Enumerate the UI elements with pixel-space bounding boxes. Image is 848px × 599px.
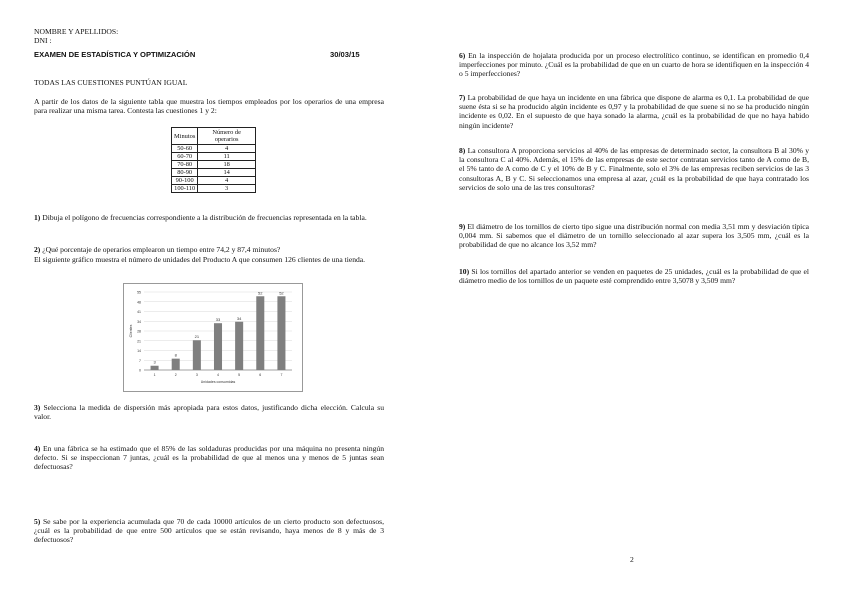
bar-chart [123,283,303,392]
data-label: 34 [236,315,242,321]
question-text: La consultora A proporciona servicios al 40% de las empresas de determinado sector, la consultora B al 30% y la consultora C al 40%. Además, el 15% de las empresas de este sector contratan servicios tanto de A como de B, el 5% tanto de A como de C y el 10% de B y C. Finalmente, solo el 3% de las empresas reciben servicios de las 3 consultoras A, B y C. Si seleccionamos una empresa al azar, ¿cuál es la probabilidad de que haya contratado los servicios de solo una de las tres consultoras? [459,146,809,192]
y-tick-label: 14 [137,349,141,353]
question-5 [34,517,384,545]
question-8 [459,146,809,192]
question-3 [34,403,384,421]
question-text: Dibuja el polígono de frecuencias correspondiente a la distribución de frecuencias representada en la tabla. [42,213,367,222]
table-cell: 4 [198,145,256,153]
y-axis-label: Clientes [129,324,133,338]
bar [151,366,159,370]
x-tick-label: 1 [153,373,156,377]
question-number: 7) [459,93,466,102]
y-tick-label: 28 [137,329,141,334]
y-tick-label: 48 [137,300,141,305]
data-label: 52 [279,290,284,296]
table-cell: 14 [198,169,256,177]
table-cell: 4 [198,177,256,185]
page-number: 2 [630,555,634,564]
table-row [172,169,256,177]
x-tick-label: 3 [195,373,198,377]
table-cell: 70-80 [172,161,198,169]
table-header-minutes: Minutos [172,128,198,145]
question-9 [459,222,809,250]
question-number: 4) [34,444,41,453]
question-4 [34,444,384,472]
bar-chart-svg [124,284,302,391]
y-tick-label: 55 [137,290,141,295]
question-number: 5) [34,517,41,526]
question-number: 10) [459,267,470,276]
table-cell: 18 [198,161,256,169]
question-text: ¿Qué porcentaje de operarios emplearon un tiempo entre 74,2 y 87,4 minutos? [42,245,281,254]
table-cell: 11 [198,153,256,161]
name-label: NOMBRE Y APELLIDOS: [34,27,119,36]
question-number: 3) [34,403,41,412]
intro-text: A partir de los datos de la siguiente tabla que muestra los tiempos empleados por los operarios de una empresa para realizar una misma tarea. Contesta las cuestiones 1 y 2: [34,97,384,116]
x-tick-label: 4 [217,373,219,377]
y-tick-label: 41 [137,310,141,314]
table-cell: 100-110 [172,185,198,193]
table-row [172,185,256,193]
question-number: 8) [459,146,466,155]
question-text: La probabilidad de que haya un incidente en una fábrica que dispone de alarma es 0,1. La probabilidad de que suene ésta si se ha producido algún incidente es 0,97 y la probabilidad de que suene si no se ha producido ningún incidente es 0,02. En el supuesto de que haya sonado la alarma, ¿cuál es la probabilidad de que no haya habido ningún incidente? [459,93,809,130]
x-tick-label: 7 [280,373,283,377]
exam-date: 30/03/15 [330,50,360,59]
data-label: 33 [215,317,221,323]
question-6 [459,51,809,79]
question-text: El diámetro de los tornillos de cierto tipo sigue una distribución normal con media 3,51 mm y desviación típica 0,004 mm. Si sabemos que el diámetro de un tornillo seleccionado al azar supera los 3,505 mm, ¿cuál es la probabilidad de que no alcance los 3,52 mm? [459,222,809,250]
y-tick-label: 0 [139,368,141,373]
dni-label: DNI : [34,36,52,45]
y-tick-label: 21 [137,339,141,344]
table-row [172,161,256,169]
table-cell: 60-70 [172,153,198,161]
question-7 [459,93,809,130]
question-text: Si los tornillos del apartado anterior se venden en paquetes de 25 unidades, ¿cuál es la probabilidad de que el diámetro medio de los tornillos de un paquete esté comprendido entre 3,5078 y 3,509 mm? [459,267,809,286]
chart-intro: El siguiente gráfico muestra el número de unidades del Producto A que consumen 126 clientes de una tienda. [34,255,366,264]
bar [277,296,285,370]
table-cell: 90-100 [172,177,198,185]
table-header-operators: Número de operarios [198,128,256,145]
x-tick-label: 6 [259,373,262,377]
question-text: Selecciona la medida de dispersión más apropiada para estos datos, justificando dicha elección. Calcula su valor. [34,403,384,422]
bar [193,340,201,370]
question-2 [34,245,384,254]
table-row [172,153,256,161]
exam-title: EXAMEN DE ESTADÍSTICA Y OPTIMIZACIÓN [34,50,196,59]
question-1 [34,213,384,222]
question-number: 2) [34,245,41,254]
scoring-note: TODAS LAS CUESTIONES PUNTÚAN IGUAL [34,78,188,87]
bar [256,296,264,370]
frequency-table [171,127,256,193]
table-cell: 80-90 [172,169,198,177]
table-cell: 50-60 [172,145,198,153]
x-tick-label: 5 [238,373,241,377]
question-number: 6) [459,51,466,60]
y-tick-label: 7 [139,358,141,363]
x-axis-label: Unidades consumidas [200,380,236,384]
y-tick-label: 34 [137,319,141,324]
table-row [172,177,256,185]
data-label: 8 [174,352,177,358]
table-cell: 3 [198,185,256,193]
question-number: 9) [459,222,466,231]
question-text: Se sabe por la experiencia acumulada que 70 de cada 10000 artículos de un cierto producto son defectuosos, ¿cuál es la probabilidad de que entre 500 artículos que se están revisando, haya menos de 8 y más de 3 defectuosos? [34,517,384,545]
bar [172,359,180,370]
bar [214,323,222,370]
data-label: 3 [153,359,156,365]
question-text: En la inspección de hojalata producida por un proceso electrolítico continuo, se identifican en promedio 0,4 imperfecciones por minuto. ¿Cuál es la probabilidad de que en un cuarto de hora se identifiquen en la inspección 4 o 5 imperfecciones? [459,51,809,79]
x-tick-label: 2 [174,373,177,377]
question-text: En una fábrica se ha estimado que el 85% de las soldaduras producidas por una máquina no presenta ningún defecto. Si se inspeccionan 7 juntas, ¿cuál es la probabilidad de que al menos una y menos de 5 juntas sean defectuosas? [34,444,385,472]
question-number: 1) [34,213,41,222]
question-10 [459,267,809,285]
data-label: 52 [258,290,263,296]
table-row [172,145,256,153]
data-label: 21 [194,334,200,340]
bar [235,322,243,370]
